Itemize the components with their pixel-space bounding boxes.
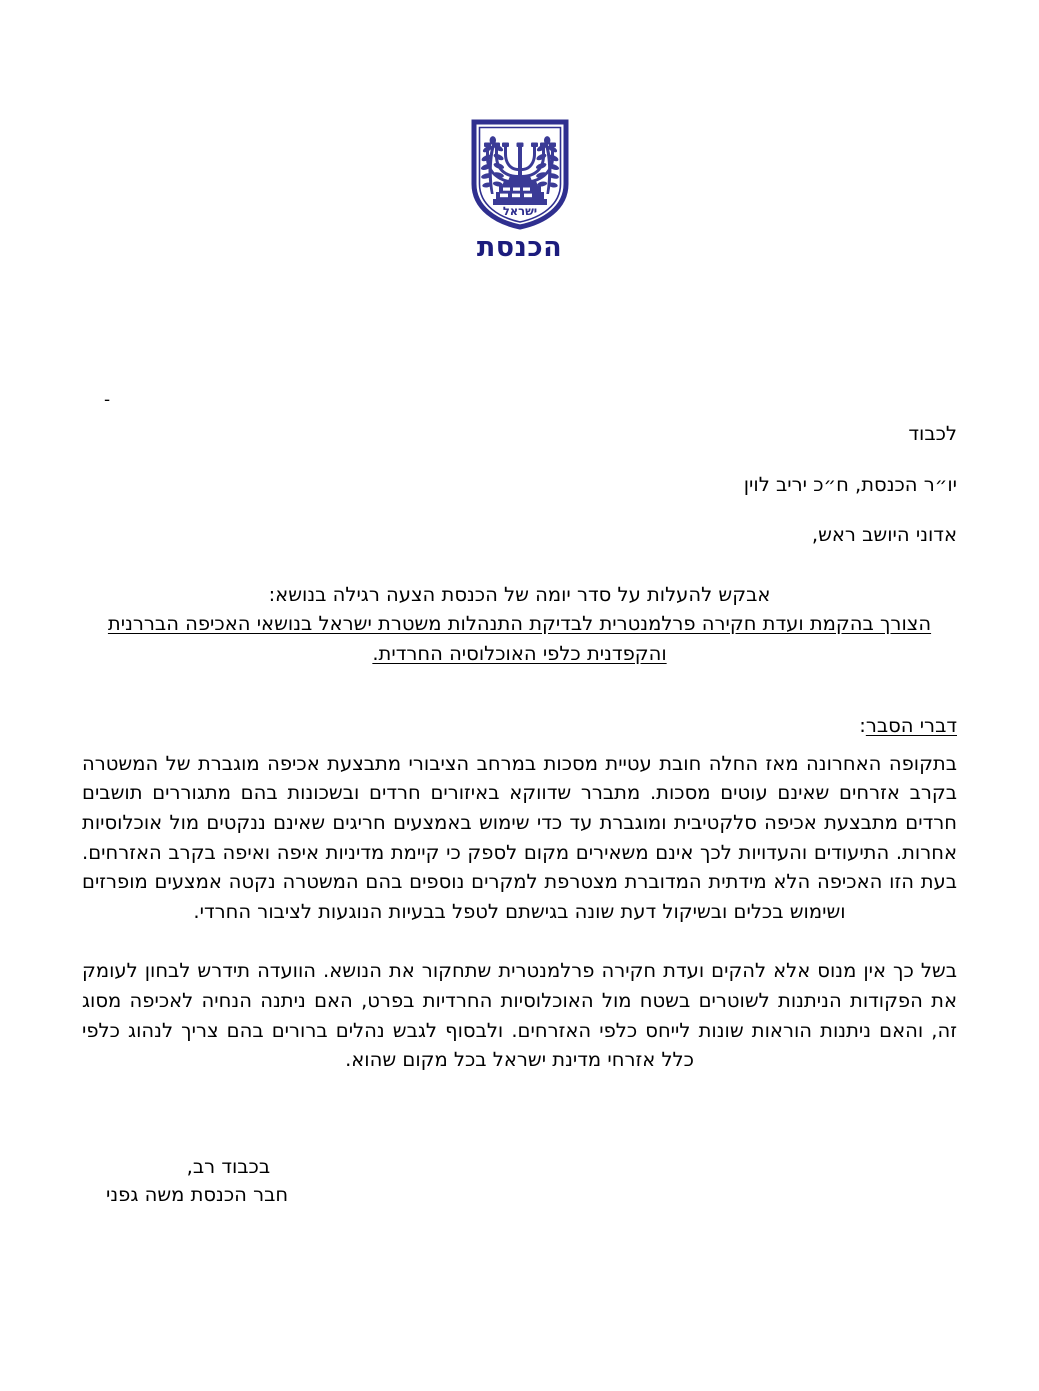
signature-closing: בכבוד רב,: [186, 1155, 271, 1178]
subject-intro: אבקש להעלות על סדר יומה של הכנסת הצעה רגילה בנושא:: [268, 582, 771, 606]
addressee-greeting: אדוני היושב ראש,: [811, 523, 957, 546]
explanation-heading-label: דברי הסבר: [865, 714, 957, 738]
signature-name: חבר הכנסת משה גפני: [106, 1182, 289, 1206]
addressee-block: [82, 424, 957, 545]
emblem-caption: ישראל: [502, 204, 537, 218]
explanation-heading: [82, 712, 957, 739]
explanation-paragraph-2: בשל כך אין מנוס אלא להקים ועדת חקירה פרלמנטרית שתחקור את הנושא. הוועדה תידרש לבחון לעומק את הפקודות הניתנות לשוטרים בשטח מול האוכלוסיות החרדיות בפרט, האם ניתנה הנחיה לאכיפה מסוג זה, והאם ניתנות הוראות שונות לייחס כלפי האזרחים. ולבסוף לגבש נהלים ברורים בהם צריך לנהוג כלפי כלל אזרחי מדינת ישראל בכל מקום שהוא.: [82, 959, 957, 1072]
addressee-recipient: יו״ר הכנסת, ח״כ יריב לוין: [743, 472, 957, 496]
letter-body: [82, 424, 957, 1094]
subject-title: הצורך בהקמת ועדת חקירה פרלמנטרית לבדיקת התנהלות משטרת ישראל בנושאי האכיפה הבררנית והקפדנית כלפי האוכלוסיה החרדית.: [107, 612, 932, 665]
dash-mark: -: [104, 390, 111, 410]
letterhead: [0, 118, 1039, 261]
explanation-paragraph-1: בתקופה האחרונה מאז החלה חובת עטיית מסכות במרחב הציבורי מתבצעת אכיפה מוגברת של המשטרה בקרב אזרחים שאינם עוטים מסכות. מתברר שדווקא באיזורים חרדים ובשכונות בהם מתגוררים תושבים חרדים מתבצעת אכיפה סלקטיבית ומוגברת עד כדי שימוש באמצעים חריגים שאינם ננקטים מול אוכלוסיות אחרות. התיעודים והעדויות לכך אינם משאירים מקום לספק כי קיימת מדיניות איפה ואיפה בקרב האזרחים. בעת הזו האכיפה הלא מידתית המדוברת מצטרפת למקרים נוספים בהם המשטרה נקטה אמצעים מופרזים ושימוש בכלים ובשיקול דעת שונה בגישתם לטפל בבעיות הנוגעות לציבור החרדי.: [82, 751, 957, 923]
knesset-state-emblem-icon: [466, 118, 574, 230]
letterhead-title: הכנסת: [476, 232, 563, 263]
addressee-salutation: לכבוד: [908, 422, 957, 445]
subject-block: [82, 580, 957, 669]
explanation-heading-colon: :: [859, 714, 866, 738]
signature-block: [106, 1153, 288, 1208]
